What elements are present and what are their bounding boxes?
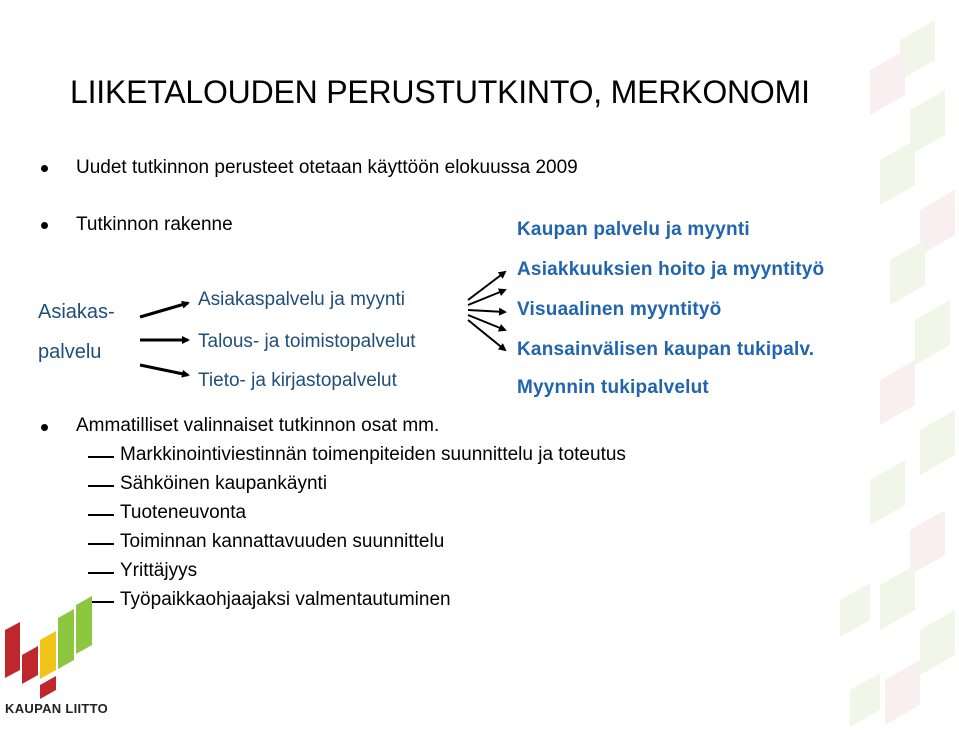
left-label-line2: palvelu	[38, 341, 102, 363]
sub-item: Sähköinen kaupankäynti	[120, 473, 328, 494]
middle-item: Asiakaspalvelu ja myynti	[198, 289, 405, 310]
bullet-text: Ammatilliset valinnaiset tutkinnon osat mm.	[76, 415, 440, 436]
sub-item: Toiminnan kannattavuuden suunnittelu	[120, 531, 445, 552]
sub-item: Tuoteneuvonta	[120, 502, 247, 523]
right-item: Myynnin tukipalvelut	[517, 377, 709, 398]
page-title: LIIKETALOUDEN PERUSTUTKINTO, MERKONOMI	[70, 74, 810, 110]
left-label-line1: Asiakas-	[38, 301, 115, 323]
middle-item: Tieto- ja kirjastopalvelut	[198, 370, 397, 391]
middle-item: Talous- ja toimistopalvelut	[198, 331, 416, 352]
sub-item: Työpaikkaohjaajaksi valmentautuminen	[120, 589, 451, 610]
right-item: Kansainvälisen kaupan tukipalv.	[517, 339, 815, 360]
right-item: Visuaalinen myyntityö	[517, 299, 722, 320]
logo-text: KAUPAN LIITTO	[5, 701, 109, 716]
sub-item: Markkinointiviestinnän toimenpiteiden suunnittelu ja toteutus	[120, 444, 626, 465]
sub-item: Yrittäjyys	[120, 560, 198, 581]
bullet-text: Tutkinnon rakenne	[76, 214, 233, 235]
right-item: Kaupan palvelu ja myynti	[517, 219, 750, 240]
bullet-text: Uudet tutkinnon perusteet otetaan käyttöön elokuussa 2009	[76, 157, 578, 178]
right-item: Asiakkuuksien hoito ja myyntityö	[517, 259, 825, 280]
